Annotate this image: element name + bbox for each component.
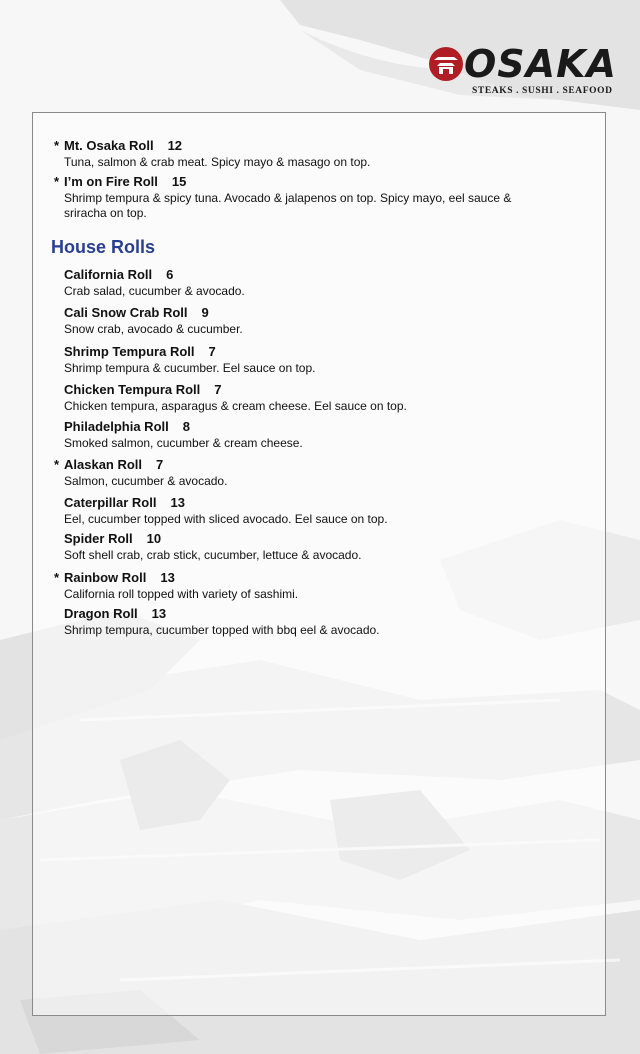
menu-item-description: Soft shell crab, crab stick, cucumber, lettuce & avocado. [64,548,362,562]
osaka-logo [428,42,617,100]
menu-item-header [54,138,554,154]
menu-item-header [54,531,554,547]
menu-item-name: Rainbow Roll [64,570,147,585]
raw-marker: * [54,457,60,472]
section-title-house-rolls: House Rolls [51,237,156,257]
menu-item-description: Eel, cucumber topped with sliced avocado. Eel sauce on top. [64,512,388,526]
menu-item-description: California roll topped with variety of sashimi. [64,587,299,601]
menu-item-price: 7 [214,382,222,397]
menu-item-rainbow-roll [54,570,554,602]
raw-marker: * [54,138,60,153]
logo-emblem-icon [428,46,464,82]
menu-item-cali-snow-crab-roll [54,305,554,337]
menu-item-name: California Roll [64,267,153,282]
menu-item-price: 9 [201,305,209,320]
menu-item-spider-roll [54,531,554,563]
menu-item-mt-osaka-roll [54,138,554,170]
menu-item-header [54,305,554,321]
menu-item-header [54,267,554,283]
menu-item-description: Shrimp tempura & spicy tuna. Avocado & jalapenos on top. Spicy mayo, eel sauce & sriracha on top. [64,191,512,220]
menu-item-header [54,344,554,360]
menu-item-description: Snow crab, avocado & cucumber. [64,322,243,336]
menu-item-dragon-roll [54,606,554,638]
menu-item-name: Shrimp Tempura Roll [64,344,195,359]
menu-item-price: 10 [146,531,162,546]
menu-item-description: Chicken tempura, asparagus & cream cheese. Eel sauce on top. [64,399,407,413]
menu-item-price: 15 [171,174,187,189]
menu-item-california-roll [54,267,554,299]
menu-item-name: Spider Roll [64,531,133,546]
menu-item-name: Alaskan Roll [64,457,143,472]
menu-item-header [54,174,554,190]
menu-item-name: Chicken Tempura Roll [64,382,201,397]
menu-item-price: 12 [167,138,183,153]
menu-item-name: Dragon Roll [64,606,138,621]
raw-marker: * [54,174,60,189]
menu-item-name: Caterpillar Roll [64,495,157,510]
menu-item-description: Tuna, salmon & crab meat. Spicy mayo & masago on top. [64,155,371,169]
menu-item-header [54,419,554,435]
menu-item-header [54,457,554,473]
menu-item-im-on-fire-roll [54,174,554,221]
logo-wordmark: OSAKA [464,42,617,86]
menu-item-price: 8 [182,419,190,434]
menu-item-alaskan-roll [54,457,554,489]
menu-item-price: 7 [208,344,216,359]
menu-item-caterpillar-roll [54,495,554,527]
menu-item-header [54,606,554,622]
menu-item-description: Salmon, cucumber & avocado. [64,474,228,488]
menu-item-price: 6 [166,267,174,282]
menu-item-chicken-tempura-roll [54,382,554,414]
menu-item-name: I’m on Fire Roll [64,174,158,189]
menu-item-name: Mt. Osaka Roll [64,138,154,153]
menu-item-price: 7 [156,457,164,472]
menu-item-header [54,495,554,511]
menu-item-shrimp-tempura-roll [54,344,554,376]
logo-tagline: STEAKS . SUSHI . SEAFOOD [472,86,613,96]
raw-marker: * [54,570,60,585]
menu-item-description: Crab salad, cucumber & avocado. [64,284,245,298]
menu-item-description: Shrimp tempura & cucumber. Eel sauce on top. [64,361,316,375]
menu-item-name: Philadelphia Roll [64,419,169,434]
menu-item-header [54,570,554,586]
menu-item-description: Smoked salmon, cucumber & cream cheese. [64,436,303,450]
menu-item-philadelphia-roll [54,419,554,451]
menu-item-name: Cali Snow Crab Roll [64,305,188,320]
menu-item-price: 13 [160,570,175,585]
menu-item-price: 13 [170,495,185,510]
menu-item-description: Shrimp tempura, cucumber topped with bbq eel & avocado. [64,623,380,637]
menu-item-price: 13 [151,606,167,621]
menu-item-header [54,382,554,398]
